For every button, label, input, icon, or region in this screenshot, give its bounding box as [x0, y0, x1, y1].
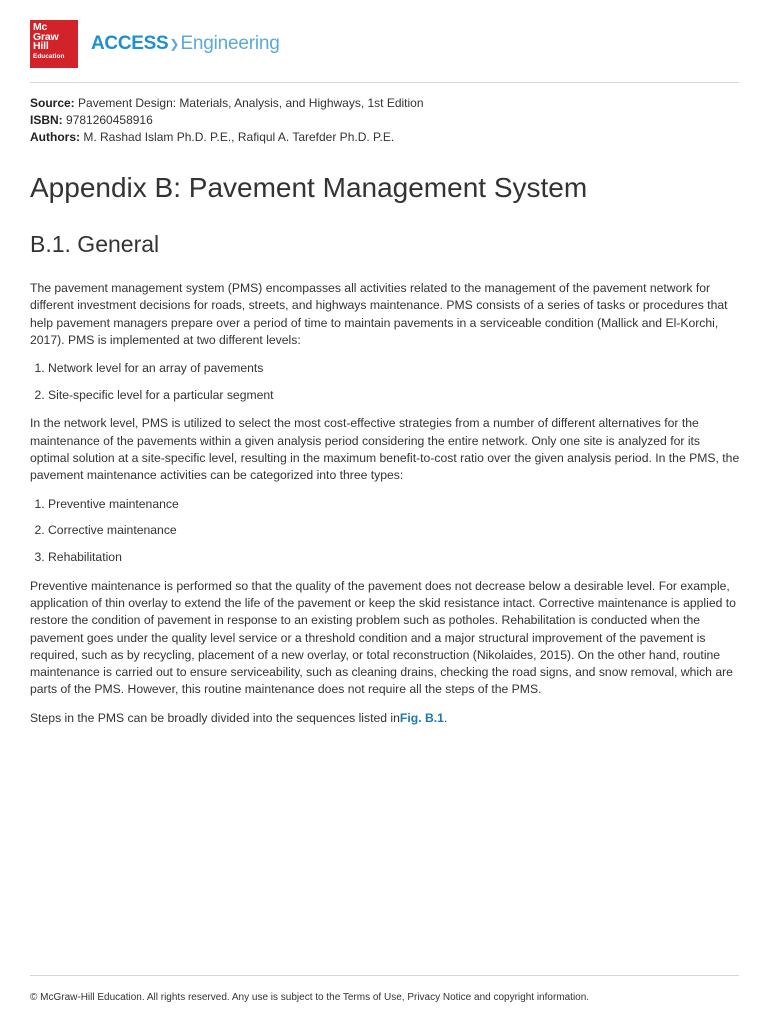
steps-period: . [443, 710, 448, 725]
maintenance-types-list [30, 496, 742, 567]
source-line [30, 95, 739, 112]
logo-text-mc: Mc [33, 21, 48, 33]
logo-text-education: Education [33, 52, 65, 60]
page-header [30, 20, 739, 82]
paragraph-maintenance-description: Preventive maintenance is performed so that the quality of the pavement does not decrease below a desirable level. For example, application of thin overlay to extend the life of the pavement or keep the skid resistance intact. Corrective maintenance is applied to restore the condition of pavement in response to an existing problem such as potholes. Rehabilitation is conducted when the pavement goes under the quality level service or a threshold condition and a major structural improvement of the pavement is required, such as by recycling, placement of a new overlay, or total reconstruction (Nikolaides, 2015). On the other hand, routine maintenance is carried out to ensure serviceability, such as cleaning drains, checking the road signs, and snow removal, which are parts of the PMS. However, this routine maintenance does not require all the steps of the PMS. [30, 578, 736, 697]
isbn-line [30, 112, 739, 129]
copyright-footer: © McGraw-Hill Education. All rights reserved. Any use is subject to the Terms of Use, Privacy Notice and copyright information. [30, 992, 590, 1003]
logo-text-graw: Graw [33, 30, 59, 43]
paragraph-intro: The pavement management system (PMS) encompasses all activities related to the management of the pavement network for different investment decisions for roads, streets, and highways maintenance. PMS consists of a series of tasks or procedures that help pavement managers prepare over a period of time to maintain pavements in a serviceable condition (Mallick and El-Korchi, 2017). PMS is implemented at two different levels: [30, 281, 728, 347]
logo-text-engineering: Engineering [180, 33, 280, 54]
source-value: Pavement Design: Materials, Analysis, and Highways, 1st Edition [78, 96, 424, 110]
authors-line [30, 129, 739, 146]
authors-label: Authors: [30, 130, 80, 144]
isbn-value: 9781260458916 [66, 113, 153, 127]
paragraph-steps [30, 710, 742, 727]
paragraph-network-level: In the network level, PMS is utilized to select the most cost-effective strategies from a number of different alternatives for the maintenance of the pavements within a given analysis period considering the entire network. Only one site is analyzed for its optimal solution at a site-specific level, resulting in the maximum benefit-to-cost ratio over the given analysis period. In the PMS, the pavement maintenance activities can be categorized into three types: [30, 416, 740, 483]
chevron-right-icon: ❯ [169, 37, 180, 51]
page-title: Appendix B: Pavement Management System [30, 172, 588, 203]
access-engineering-logo[interactable] [91, 32, 280, 56]
figure-b1-link[interactable]: Fig. B.1 [399, 710, 444, 725]
header-divider [30, 82, 739, 83]
list-item: 1. Preventive maintenance [48, 496, 742, 513]
mcgraw-hill-education-logo[interactable] [30, 20, 78, 68]
section-title: B.1. General [30, 231, 160, 257]
levels-list [30, 360, 742, 404]
list-item: 1. Network level for an array of pavements [48, 360, 742, 377]
steps-text: Steps in the PMS can be broadly divided into the sequences listed in [30, 710, 400, 725]
source-label: Source: [30, 96, 75, 110]
list-item: 2. Site-specific level for a particular segment [48, 387, 742, 404]
authors-value: M. Rashad Islam Ph.D. P.E., Rafiqul A. Tarefder Ph.D. P.E. [83, 130, 395, 144]
article-body [30, 280, 742, 738]
list-item: 2. Corrective maintenance [48, 522, 742, 539]
logo-text-hill: Hill [33, 40, 49, 52]
footer-divider [30, 975, 739, 976]
isbn-label: ISBN: [30, 113, 63, 127]
book-metadata [30, 95, 739, 146]
list-item: 3. Rehabilitation [48, 549, 742, 566]
logo-text-access: ACCESS [91, 33, 169, 54]
